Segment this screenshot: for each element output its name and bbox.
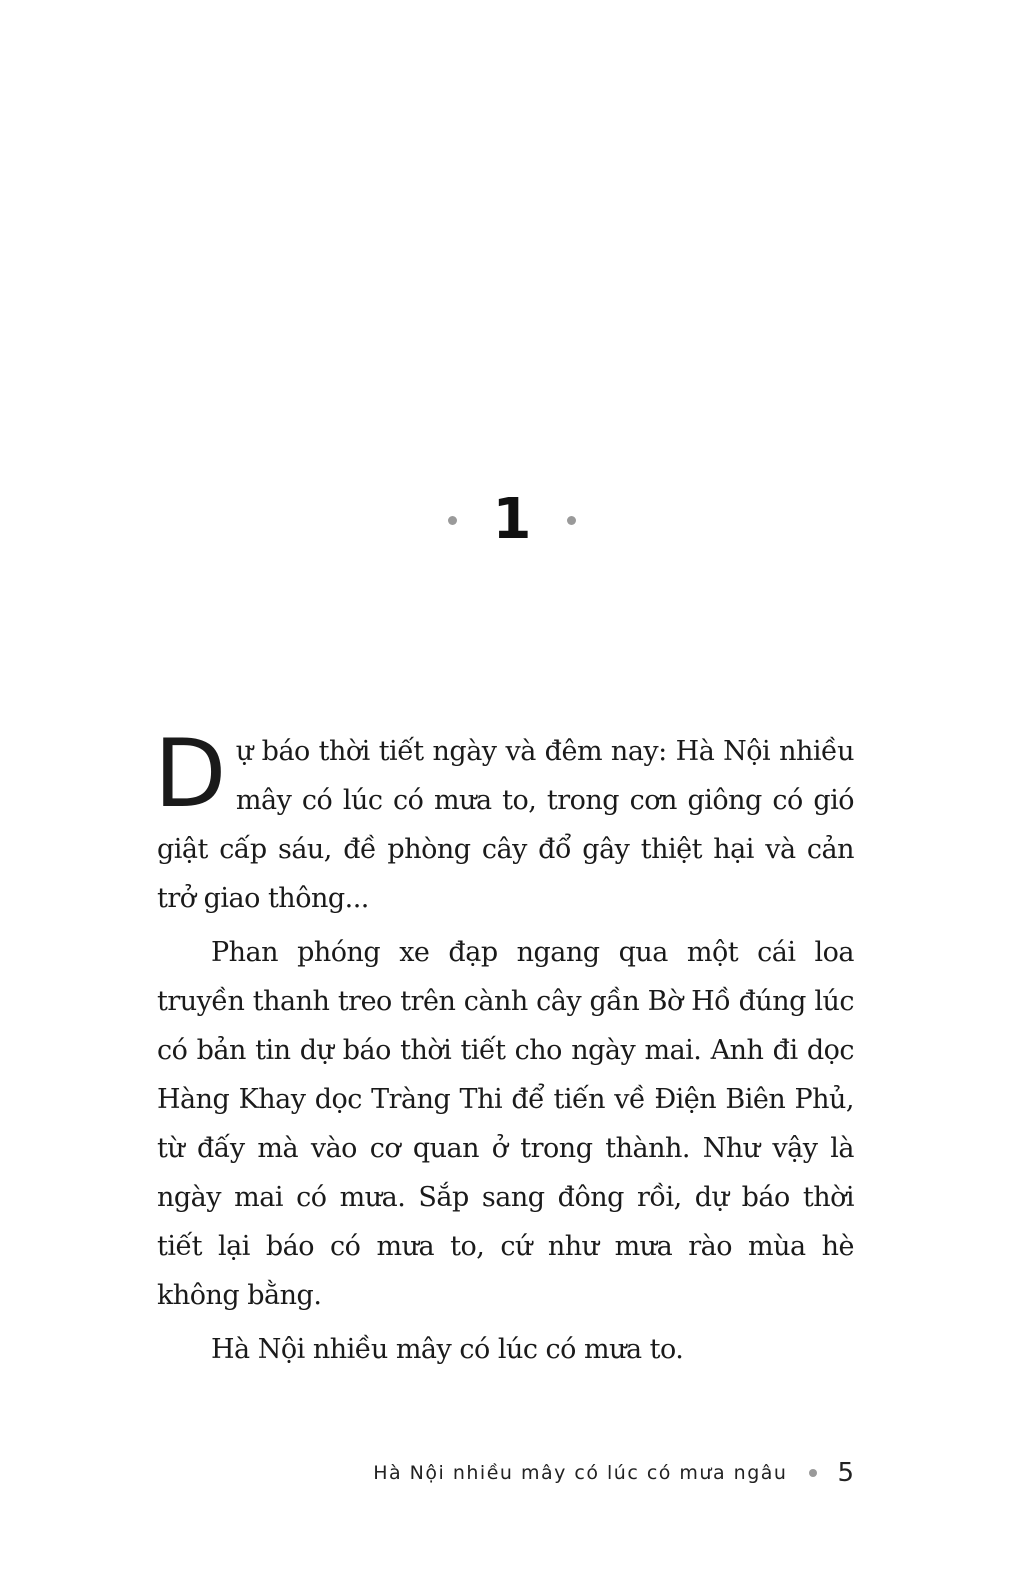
chapter-body <box>154 720 854 1379</box>
paragraph: Hà Nội nhiều mây có lúc có mưa to. <box>211 1334 684 1365</box>
running-footer <box>373 1458 854 1488</box>
page-number: 5 <box>837 1458 854 1488</box>
drop-cap: D <box>154 720 226 829</box>
chapter-ornament-dot-left <box>448 516 457 525</box>
chapter-ornament-dot-right <box>567 516 576 525</box>
chapter-number: 1 <box>492 487 532 552</box>
footer-separator-dot <box>809 1469 817 1477</box>
opening-paragraph-text: ự báo thời tiết ngày và đêm nay: Hà Nội nhiều mây có lúc có mưa to, trong cơn giông có gió giật cấp sáu, đề phòng cây đổ gây thiệt hại và cản trở giao thông... <box>157 736 854 914</box>
paragraph: Phan phóng xe đạp ngang qua một cái loa truyền thanh treo trên cành cây gần Bờ Hồ đúng lúc có bản tin dự báo thời tiết cho ngày mai. Anh đi dọc Hàng Khay dọc Tràng Thi để tiến về Điện Biên Phủ, từ đấy mà vào cơ quan ở trong thành. Như vậy là ngày mai có mưa. Sắp sang đông rồi, dự báo thời tiết lại báo có mưa to, cứ như mưa rào mùa hè không bằng. <box>157 937 854 1311</box>
paragraph-opening <box>154 720 854 923</box>
chapter-heading <box>0 478 1024 562</box>
footer-book-title: Hà Nội nhiều mây có lúc có mưa ngâu <box>373 1462 788 1484</box>
